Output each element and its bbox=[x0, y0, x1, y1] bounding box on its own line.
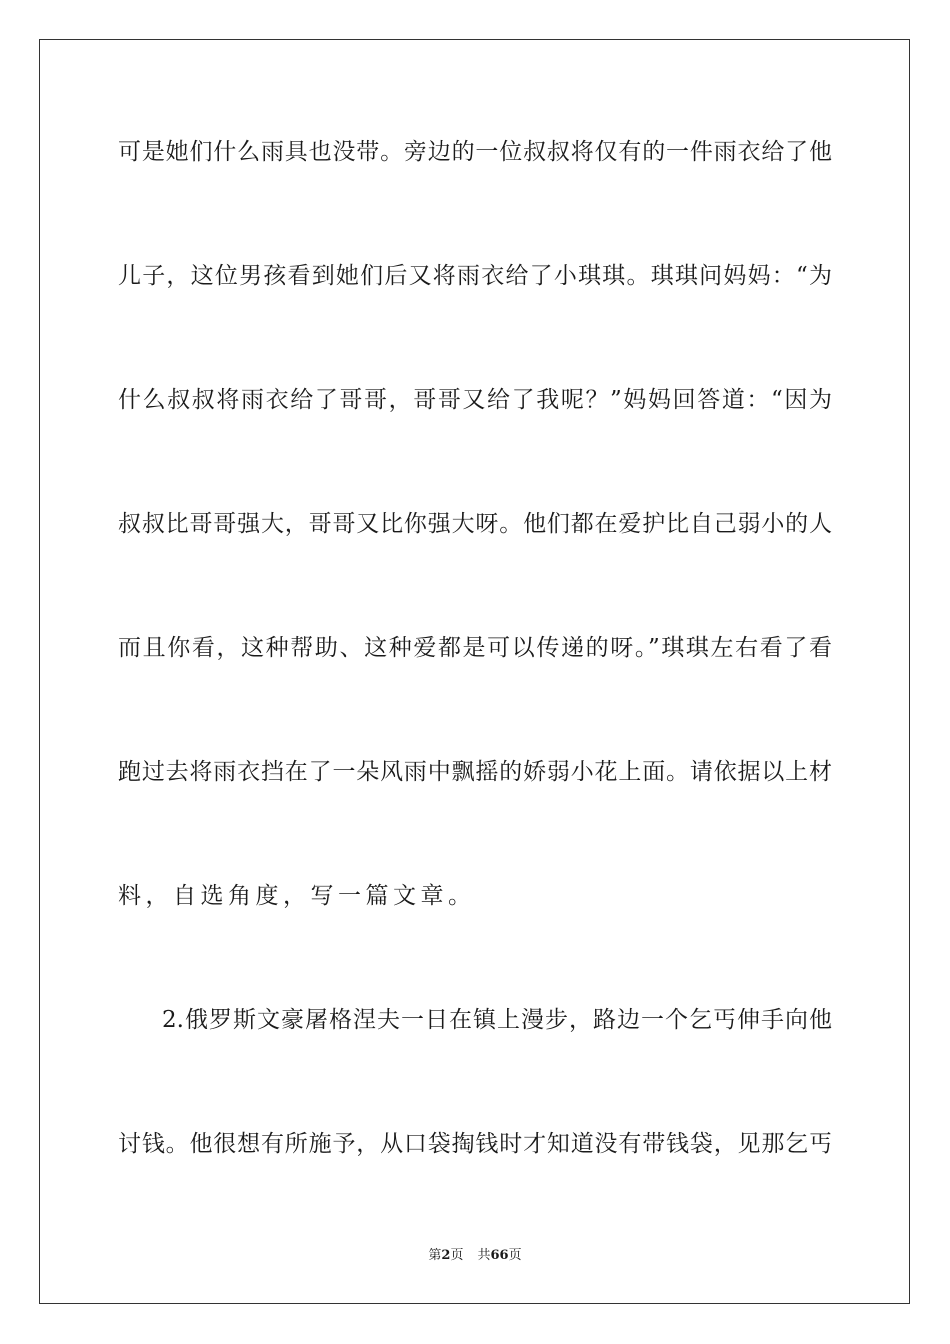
total-suffix: 页 bbox=[508, 1248, 522, 1263]
text-line: 什么叔叔将雨衣给了哥哥，哥哥又给了我呢？”妈妈回答道：“因为 bbox=[118, 387, 832, 413]
page-footer bbox=[0, 1246, 950, 1266]
text-line: 讨钱。他很想有所施予，从口袋掏钱时才知道没有带钱袋，见那乞丐 bbox=[118, 1131, 832, 1157]
total-prefix: 共 bbox=[477, 1248, 491, 1263]
text-line: 叔叔比哥哥强大，哥哥又比你强大呀。他们都在爱护比自己弱小的人 bbox=[118, 511, 832, 537]
page-prefix: 第 bbox=[428, 1248, 442, 1263]
page-number: 2 bbox=[441, 1248, 451, 1263]
text-line: 可是她们什么雨具也没带。旁边的一位叔叔将仅有的一件雨衣给了他 bbox=[118, 139, 832, 165]
page-suffix: 页 bbox=[450, 1248, 464, 1263]
total-pages: 66 bbox=[490, 1248, 509, 1263]
text-line: 而且你看，这种帮助、这种爱都是可以传递的呀。”琪琪左右看了看 bbox=[118, 635, 832, 661]
text-line: 料，自选角度，写一篇文章。 bbox=[118, 883, 476, 909]
paragraph-start-line: 2.俄罗斯文豪屠格涅夫一日在镇上漫步，路边一个乞丐伸手向他 bbox=[162, 1007, 832, 1033]
page-border bbox=[39, 39, 910, 1304]
text-line: 儿子，这位男孩看到她们后又将雨衣给了小琪琪。琪琪问妈妈：“为 bbox=[118, 263, 832, 289]
text-line: 跑过去将雨衣挡在了一朵风雨中飘摇的娇弱小花上面。请依据以上材 bbox=[118, 759, 832, 785]
